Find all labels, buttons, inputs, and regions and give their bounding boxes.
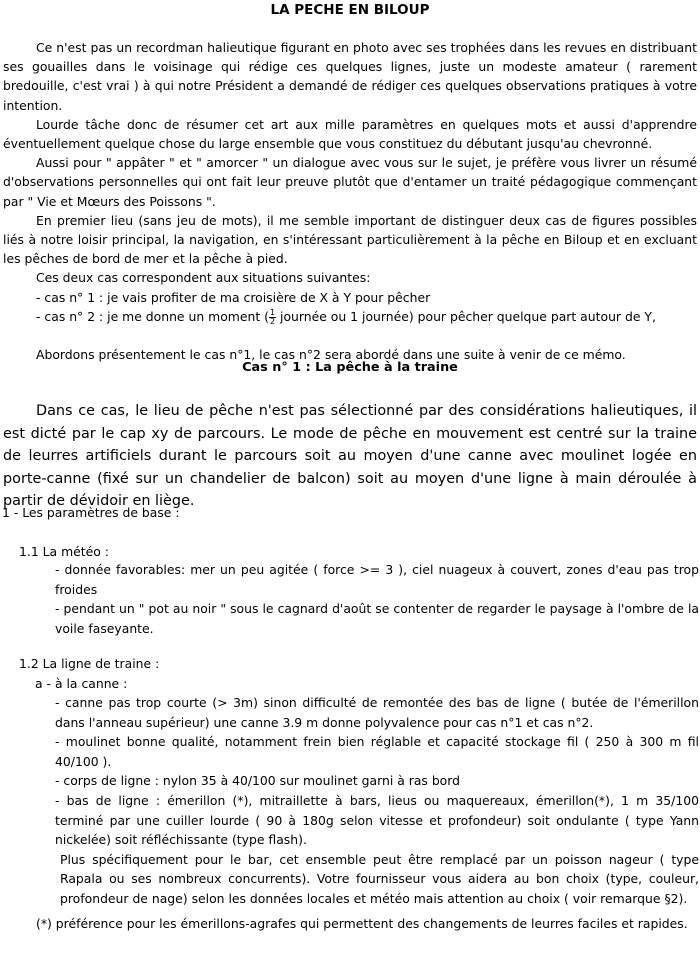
section-heading: Cas n° 1 : La pêche à la traine [242, 360, 458, 375]
case-1-line: - cas n° 1 : je vais profiter de ma croisière de X à Y pour pêcher [36, 289, 431, 305]
document-title: LA PECHE EN BILOUP [270, 2, 430, 18]
list-item: - moulinet bonne qualité, notamment frein bien réglable et capacité stockage fil ( 250 à 300 m fil 40/100 ). [55, 734, 699, 769]
meteo-list [55, 560, 699, 638]
fraction-numerator: 1 [269, 307, 276, 317]
list-item: Plus spécifiquement pour le bar, cet ensemble peut être remplacé par un poisson nageur ( type Rapala ou ses nombreux concurrents). Votre fournisseur vous aidera au bon choix (type, couleur, profondeur de nage) selon les données locales et météo mais attention au choix ( voir remarque §2). [60, 851, 699, 906]
case-2-text-end: journée ou 1 journée) pour pêcher quelque part autour de Y, [280, 308, 656, 324]
list-item: - canne pas trop courte (> 3m) sinon difficulté de remontée des bas de ligne ( butée de l'émerillon dans l'anneau supérieur) une canne 3.9 m donne polyvalence pour cas n°1 et cas n°2. [55, 695, 699, 730]
intro-section [3, 38, 697, 364]
list-item: - bas de ligne : émerillon (*), mitraillette à bars, lieus ou maquereaux, émerillon(*), 1 m 35/100 terminé par une cuiller lourde ( 90 à 180g selon vitesse et profondeur) soit ondulante ( type Yann nickelée) soit réfléchissante (type flash). [55, 792, 699, 848]
list-item: - corps de ligne : nylon 35 à 40/100 sur moulinet garni à ras bord [55, 773, 461, 789]
intro-paragraph: Abordons présentement le cas n°1, le cas n°2 sera abordé dans une suite à venir de ce mémo. [36, 347, 626, 363]
params-heading: 1 - Les paramètres de base : [2, 505, 180, 520]
fraction-denominator: 2 [269, 316, 276, 326]
list-item: - donnée favorables: mer un peu agitée ( force >= 3 ), ciel nuageux à couvert, zones d'eau pas trop froides [55, 562, 699, 597]
half-fraction [269, 309, 276, 326]
intro-paragraph: Ce n'est pas un recordman halieutique figurant en photo avec ses trophées dans les revues en distribuant ses gouailles dans le voisinage qui rédige ces quelques lignes, juste un modeste amateur ( rarement bredouille, c'est vrai ) à qui notre Président a demandé de rédiger ces quelques observations pratiques à votre intention. [3, 40, 697, 113]
case-2-line [3, 307, 697, 326]
case-2-text-start: - cas n° 2 : je me donne un moment ( [36, 308, 269, 324]
intro-paragraph: Aussi pour " appâter " et " amorcer " un dialogue avec vous sur le sujet, je préfère vous livrer un résumé d'observations personnelles qui ont fait leur preuve plutôt que d'entamer un traité pédagogique commençant par " Vie et Mœurs des Poissons ". [3, 155, 697, 209]
intro-paragraph: En premier lieu (sans jeu de mots), il me semble important de distinguer deux cas de figures possibles liés à notre loisir principal, la navigation, en s'intéressant particulièrement à la pêche en Biloup et en excluant les pêches de bord de mer et la pêche à pied. [3, 212, 697, 267]
ligne-heading: 1.2 La ligne de traine : [19, 656, 160, 671]
ligne-list [55, 693, 699, 909]
intro-paragraph: Lourde tâche donc de résumer cet art aux mille paramètres en quelques mots et aussi d'apprendre éventuellement quelque chose du large ensemble que vous constituez du débutant jusqu'au chevronné. [3, 116, 697, 152]
list-item: - pendant un " pot au noir " sous le cagnard d'août se contenter de regarder le paysage à l'ombre de la voile faseyante. [55, 601, 699, 636]
canne-subheading: a - à la canne : [35, 676, 128, 691]
intro-paragraph: Ces deux cas correspondent aux situations suivantes: [36, 270, 371, 286]
case-1-paragraph: Dans ce cas, le lieu de pêche n'est pas sélectionné par des considérations halieutiques, il est dicté par le cap xy de parcours. Le mode de pêche en mouvement est centré sur la traine de leurres artificiels durant le parcours soit au moyen d'une canne avec moulinet logée en porte-canne (fixé sur un chandelier de balcon) soit au moyen d'une ligne à main déroulée à partir de dévidoir en liège. [3, 403, 697, 509]
meteo-heading: 1.1 La météo : [19, 544, 109, 559]
footnote: (*) préférence pour les émerillons-agrafes qui permettent des changements de leurres faciles et rapides. [36, 916, 688, 931]
